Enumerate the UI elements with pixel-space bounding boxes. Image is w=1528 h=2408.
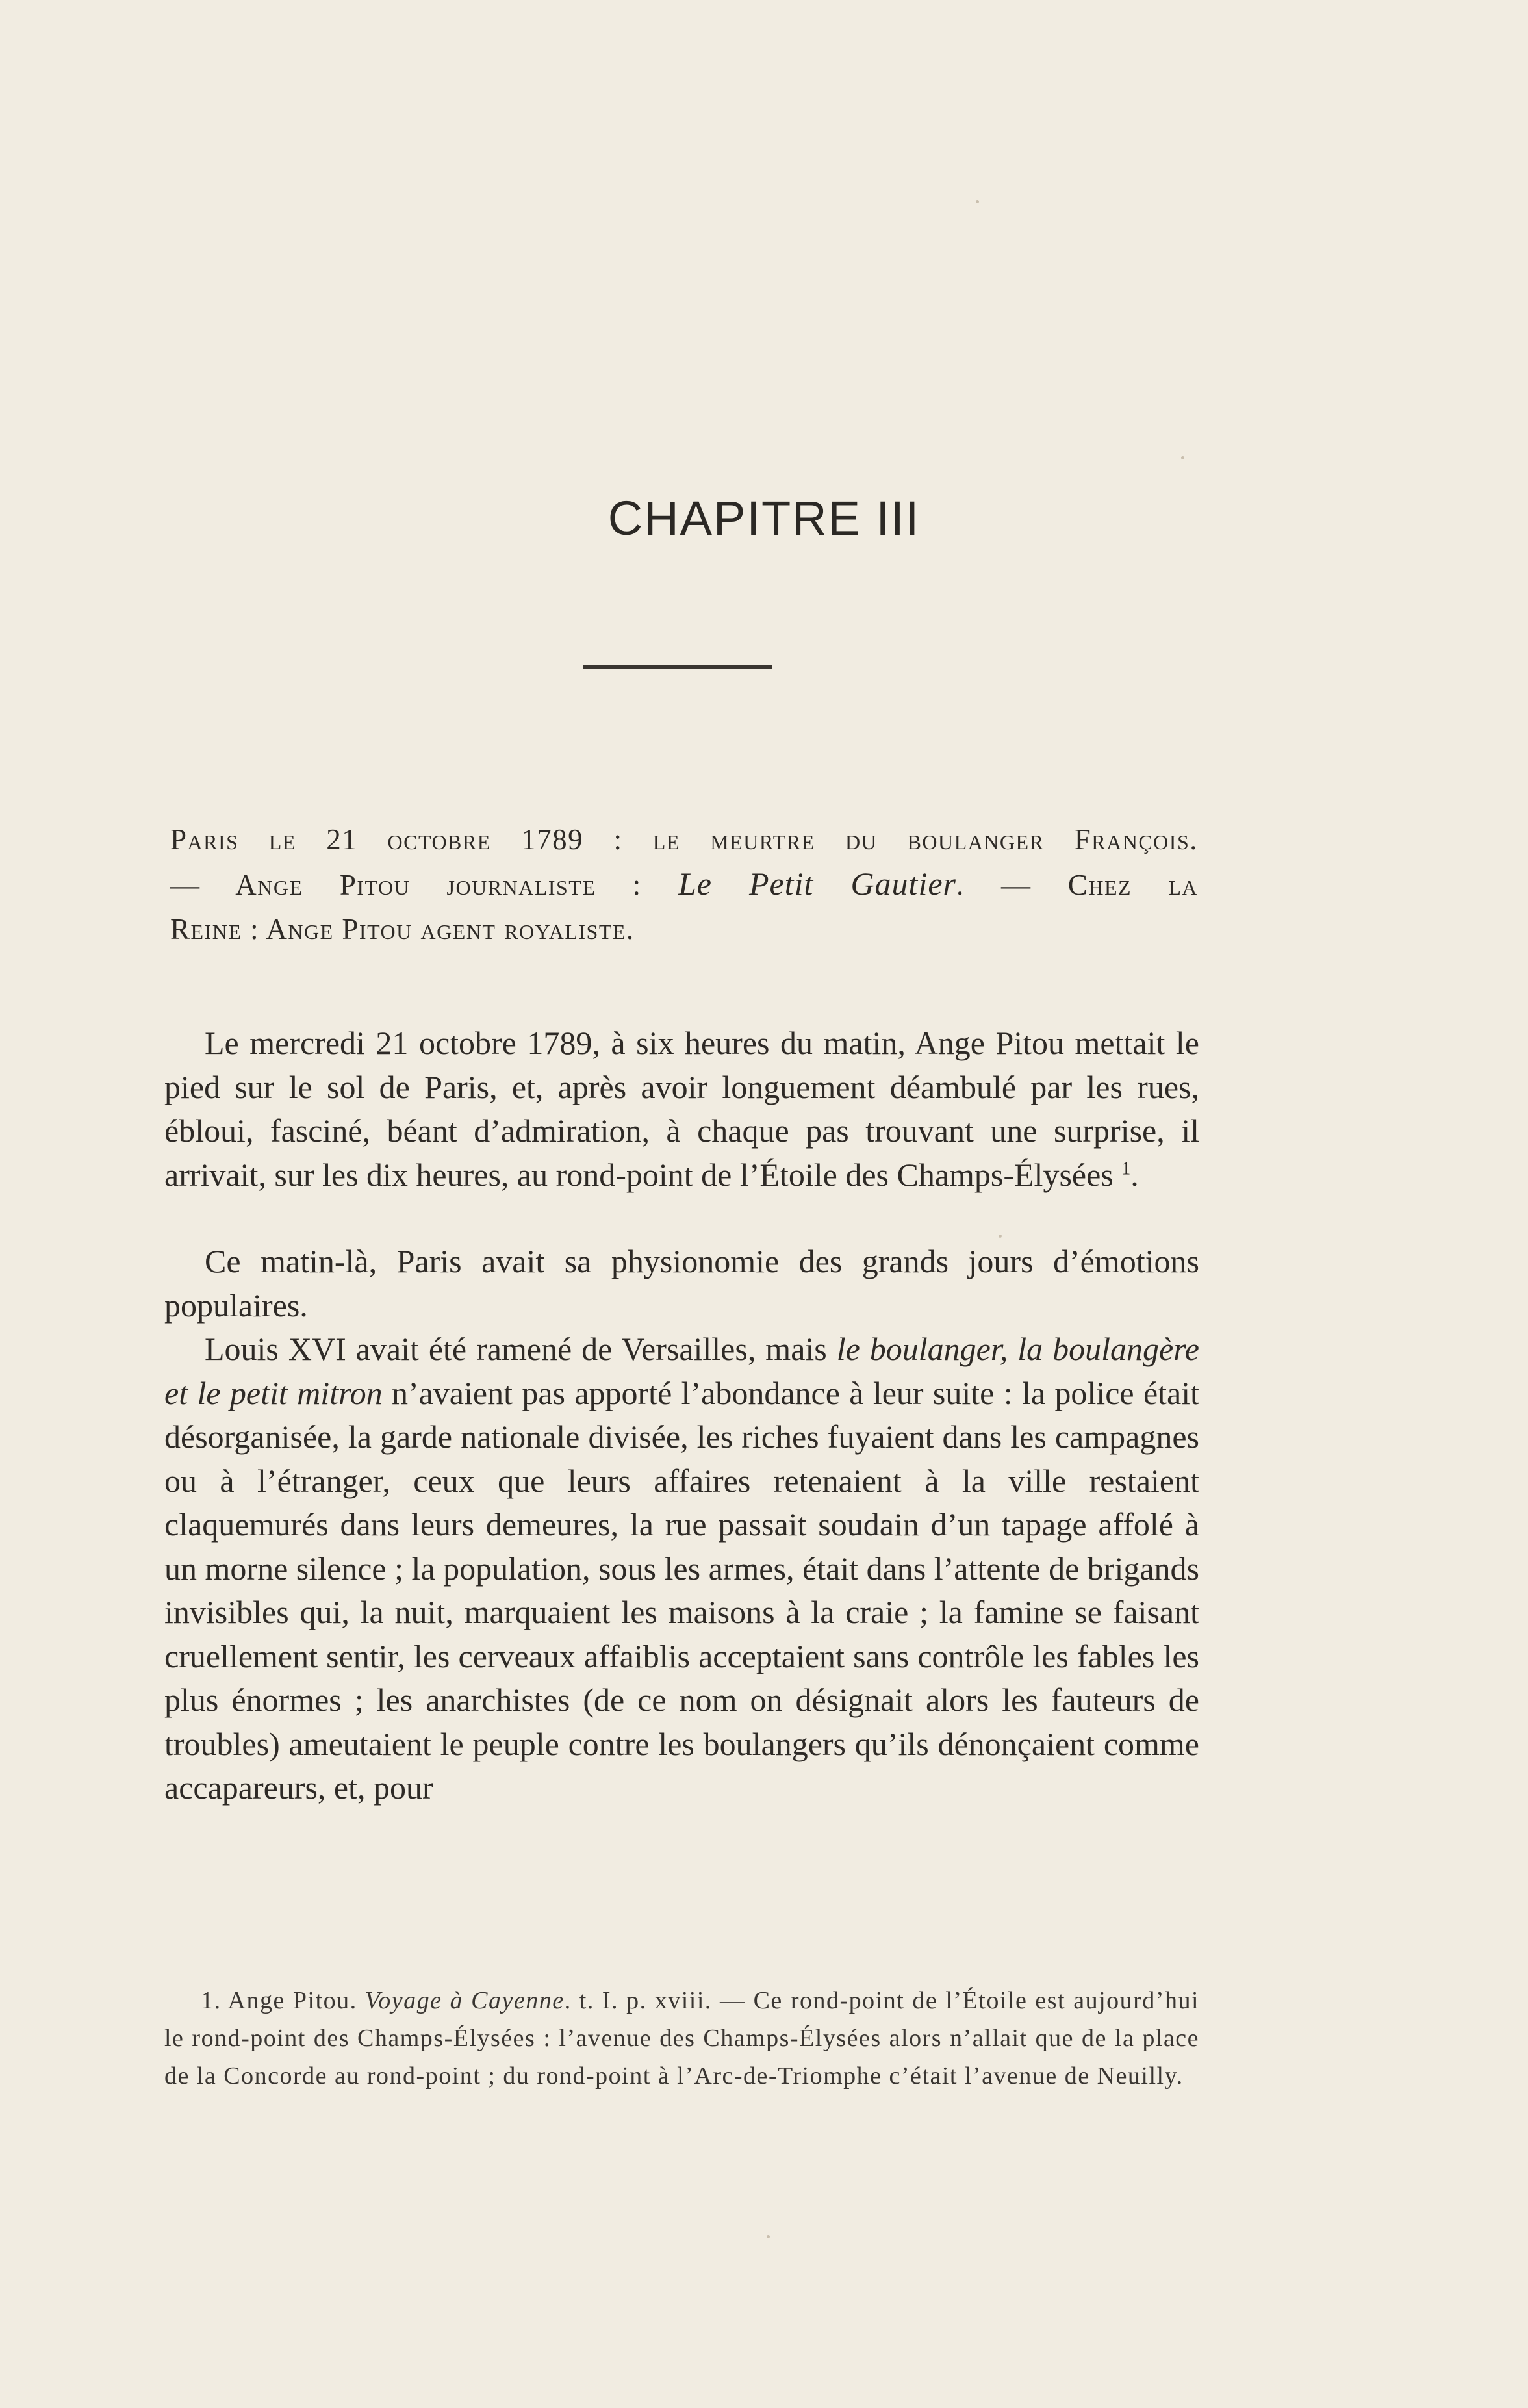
paragraph-text: n’avaient pas apporté l’abondance à leur suite : la police était désorganisée, la garde nationale divisée, les riches fuyaient dans les campagnes ou à l’étranger, ceux que leurs affaires retenaient à la ville restaient claquemurés dans leurs demeures, la rue passait soudain d’un tapage affolé à un morne silence ; la population, sous les armes, était dans l’attente de brigands invisibles qui, la nuit, marquaient les maisons à la craie ; la famine se faisant cruellement sentir, les cerveaux affaiblis acceptaient sans contrôle les fables les plus énormes ; les anarchistes (de ce nom on désignait alors les fauteurs de troubles) ameutaient le peuple contre les boulangers qu’ils dénonçaient comme accapareurs, et, pour — [164, 1374, 1200, 1806]
summary-line-1: Paris le 21 octobre 1789 : le meurtre du boulanger François. — [170, 823, 1198, 856]
chapter-title: CHAPITRE III — [607, 491, 921, 545]
footnote-text: 1. Ange Pitou. — [201, 1987, 365, 2014]
paragraph-text: Louis XVI avait été ramené de Versailles, mais — [205, 1331, 837, 1367]
paragraph-italic: le boulanger, la boulangère et le petit mitron — [164, 1331, 1199, 1411]
footnote-ref: 1 — [1121, 1158, 1131, 1179]
paragraph-2: Ce matin-là, Paris avait sa physionomie des grands jours d’émotions populaires. — [164, 1243, 1199, 1324]
chapter-summary — [170, 817, 1198, 951]
summary-line-3: Reine : Ange Pitou agent royaliste. — [170, 913, 635, 945]
summary-text: — Ange Pitou journaliste : — [170, 869, 678, 901]
footnote-italic-title: Voyage à Cayenne — [364, 1987, 565, 2014]
paragraph-text: Le mercredi 21 octobre 1789, à six heures du matin, Ange Pitou mettait le pied sur le sol de Paris, et, après avoir longuement déambulé par les rues, ébloui, fasciné, béant d’admiration, à chaque pas trouvant une surprise, il arrivait, sur les dix heures, au rond-point de l’Étoile des Champs-Élysées — [164, 1025, 1199, 1193]
paper-speck — [999, 1235, 1002, 1238]
title-divider — [583, 665, 772, 669]
summary-line-2 — [170, 862, 1198, 907]
summary-italic-title: Le Petit Gautier — [678, 865, 956, 902]
paragraph-text: . — [1130, 1156, 1139, 1193]
paragraph-3 — [164, 1327, 1199, 1810]
paper-speck — [976, 200, 979, 203]
paragraph-1 — [164, 1021, 1199, 1197]
footnote-text: . t. I. p. xviii. — Ce rond-point de l’Étoile est aujourd’hui le rond-point des Champs-Élysées : l’avenue des Champs-Élysées alors n’allait que de la place de la Concorde au rond-point ; du rond-point à l’Arc-de-Triomphe c’était l’avenue de Neuilly. — [164, 1987, 1199, 2090]
footnote — [164, 1982, 1199, 2095]
paper-speck — [1181, 456, 1184, 459]
paper-speck — [767, 2235, 770, 2238]
chapter-body — [164, 1021, 1199, 1810]
summary-text: . — Chez la — [956, 869, 1199, 901]
